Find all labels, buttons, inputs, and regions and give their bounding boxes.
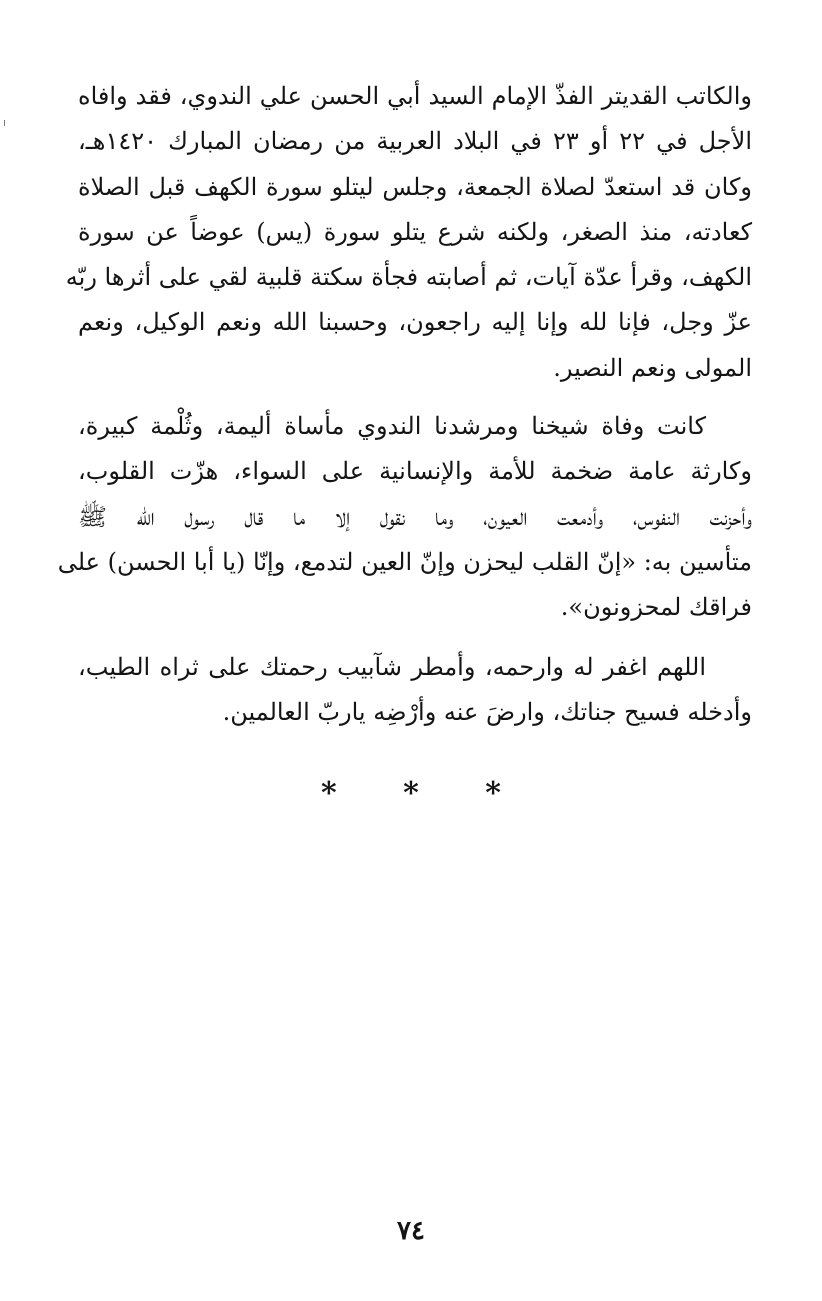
paragraph-line: المولى ونعم النصير.	[553, 353, 752, 382]
paragraph-line: متأسين به: «إنّ القلب ليحزن وإنّ العين لتدمع، وإنّا (يا أبا الحسن) على	[57, 547, 752, 576]
paragraph-line: والكاتب القديتر الفذّ الإمام السيد أبي الحسن علي الندوي، فقد وافاه	[78, 82, 752, 110]
paragraph-line: وأدخله فسيح جناتك، وارضَ عنه وأرْضِه ياربّ العالمين.	[222, 698, 752, 727]
paragraph-line: كانت وفاة شيخنا ومرشدنا الندوي مأساة أليمة، وثُلْمة كبيرة،	[78, 412, 706, 440]
paragraph-line: وكارثة عامة ضخمة للأمة والإنسانية على السواء، هزّت القلوب،	[78, 457, 752, 486]
paragraph-line: وكان قد استعدّ لصلاة الجمعة، وجلس ليتلو سورة الكهف قبل الصلاة	[78, 172, 752, 201]
section-separator: * * *	[321, 776, 529, 811]
paragraph-line: فراقك لمحزونون».	[560, 593, 752, 622]
paragraph-line: عزّ وجل، فإنا لله وإنا إليه راجعون، وحسبنا الله ونعم الوكيل، ونعم	[78, 308, 753, 337]
paragraph-2	[57, 404, 752, 630]
paragraph-3	[78, 645, 752, 736]
page-number: ٧٤	[397, 1216, 425, 1246]
paragraph-line: كعادته، منذ الصغر، ولكنه شرع يتلو سورة (يس) عوضاً عن سورة	[78, 217, 752, 246]
scan-margin-mark	[4, 120, 5, 126]
paragraph-line: اللهم اغفر له وارحمه، وأمطر شآبيب رحمتك على ثراه الطيب،	[78, 653, 706, 681]
paragraph-1	[65, 74, 753, 391]
paragraph-line: الكهف، وقرأ عدّة آيات، ثم أصابته فجأة سكتة قلبية لقي على أثرها ربّه	[65, 263, 752, 292]
paragraph-line: وأحزنت النفوس، وأدمعت العيون، وما نقول إلا ما قال رسول الله ﷺ	[78, 502, 752, 531]
paragraph-line: الأجل في ٢٢ أو ٢٣ في البلاد العربية من رمضان المبارك ١٤٢٠هـ،	[78, 127, 752, 156]
